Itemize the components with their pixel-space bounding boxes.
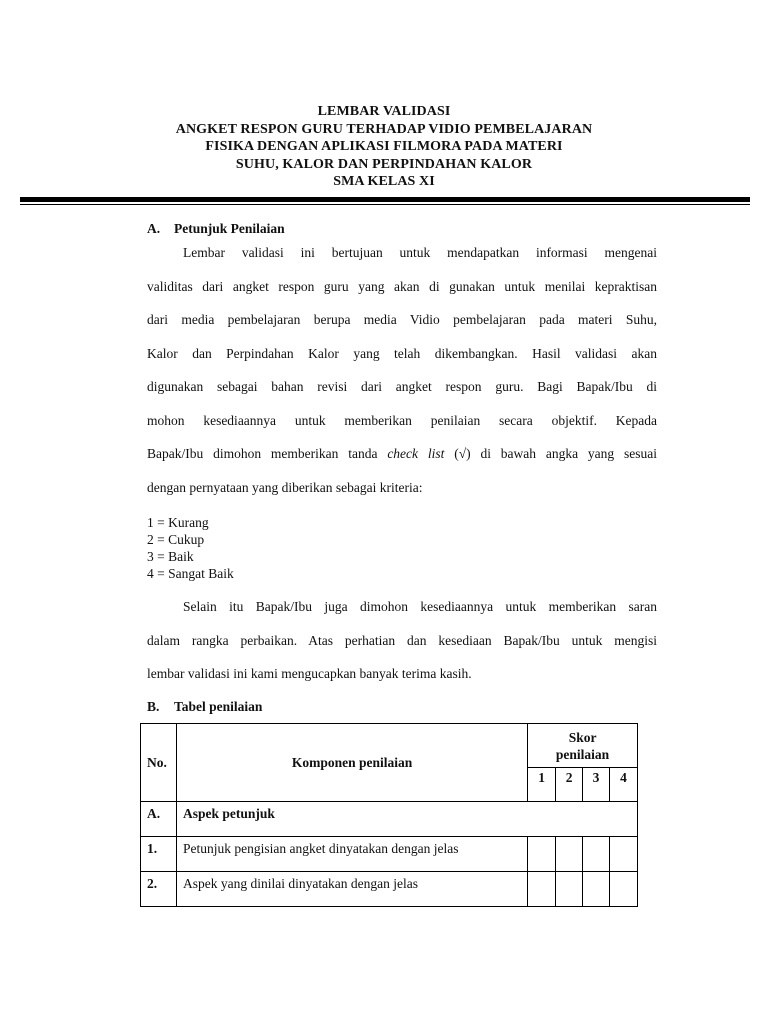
assessment-table	[140, 723, 638, 907]
table-row	[141, 837, 638, 872]
criteria-item: 1 = Kurang	[147, 515, 209, 530]
section-a-heading	[147, 221, 285, 237]
table-row	[141, 872, 638, 907]
header-divider-thin	[20, 204, 750, 205]
score-col-1: 1	[528, 768, 556, 802]
group-no: A.	[141, 802, 177, 837]
score-cell[interactable]	[610, 837, 638, 872]
score-cell[interactable]	[528, 872, 556, 907]
title-line-1: LEMBAR VALIDASI	[317, 104, 451, 119]
paragraph-line: dari media pembelajaran berupa media Vidio pembelajaran pada materi Suhu,	[147, 312, 657, 327]
section-a-letter: A.	[147, 221, 161, 236]
row-text: Petunjuk pengisian angket dinyatakan dengan jelas	[176, 837, 527, 872]
criteria-item: 4 = Sangat Baik	[147, 566, 234, 581]
paragraph-line: digunakan sebagai bahan revisi dari angket respon guru. Bagi Bapak/Ibu di	[147, 379, 657, 394]
criteria-item: 3 = Baik	[147, 549, 194, 564]
group-label: Aspek petunjuk	[176, 802, 637, 837]
closing-paragraph	[147, 597, 657, 698]
row-no: 1.	[141, 837, 177, 872]
title-line-3: FISIKA DENGAN APLIKASI FILMORA PADA MATERI	[205, 139, 563, 155]
paragraph-line: dalam rangka perbaikan. Atas perhatian dan kesediaan Bapak/Ibu untuk mengisi	[147, 632, 657, 648]
paragraph-line: Bapak/Ibu dimohon memberikan tanda check list (√) di bawah angka yang sesuai	[147, 446, 658, 461]
score-col-3: 3	[583, 768, 610, 802]
table-row	[141, 802, 638, 837]
paragraph-line: validitas dari angket respon guru yang akan di gunakan untuk menilai kepraktisan	[147, 278, 657, 294]
score-cell[interactable]	[528, 837, 556, 872]
score-cell[interactable]	[583, 837, 610, 872]
header-divider-thick	[20, 197, 750, 202]
title-line-2: ANGKET RESPON GURU TERHADAP VIDIO PEMBELAJARAN	[175, 121, 593, 137]
section-b-heading	[147, 699, 262, 715]
score-col-2: 2	[556, 768, 583, 802]
paragraph-line: mohon kesediaannya untuk memberikan penilaian secara objektif. Kepada	[147, 412, 657, 428]
paragraph-line: Kalor dan Perpindahan Kalor yang telah dikembangkan. Hasil validasi akan	[147, 345, 657, 361]
row-text: Aspek yang dinilai dinyatakan dengan jelas	[176, 872, 527, 907]
title-line-5: SMA KELAS XI	[333, 174, 435, 190]
criteria-list	[147, 514, 234, 582]
header-component: Komponen penilaian	[176, 724, 527, 802]
row-no: 2.	[141, 872, 177, 907]
score-cell[interactable]	[556, 872, 583, 907]
section-b-title: Tabel penilaian	[174, 699, 263, 714]
document-title	[0, 103, 768, 191]
score-cell[interactable]	[610, 872, 638, 907]
title-line-4: SUHU, KALOR DAN PERPINDAHAN KALOR	[235, 156, 533, 172]
section-a-title: Petunjuk Penilaian	[174, 221, 285, 236]
header-no: No.	[141, 724, 177, 802]
score-col-4: 4	[610, 768, 638, 802]
score-cell[interactable]	[556, 837, 583, 872]
score-cell[interactable]	[583, 872, 610, 907]
paragraph-line: lembar validasi ini kami mengucapkan banyak terima kasih.	[147, 666, 472, 681]
instructions-paragraph	[147, 243, 657, 511]
paragraph-line: dengan pernyataan yang diberikan sebagai kriteria:	[147, 479, 423, 495]
paragraph-line: Selain itu Bapak/Ibu juga dimohon kesediaannya untuk memberikan saran	[183, 599, 657, 614]
criteria-item: 2 = Cukup	[147, 532, 205, 547]
section-b-letter: B.	[147, 699, 160, 714]
paragraph-line: Lembar validasi ini bertujuan untuk mendapatkan informasi mengenai	[183, 245, 657, 260]
check-list-term: check list	[387, 446, 445, 461]
header-score: Skor penilaian	[528, 724, 638, 768]
